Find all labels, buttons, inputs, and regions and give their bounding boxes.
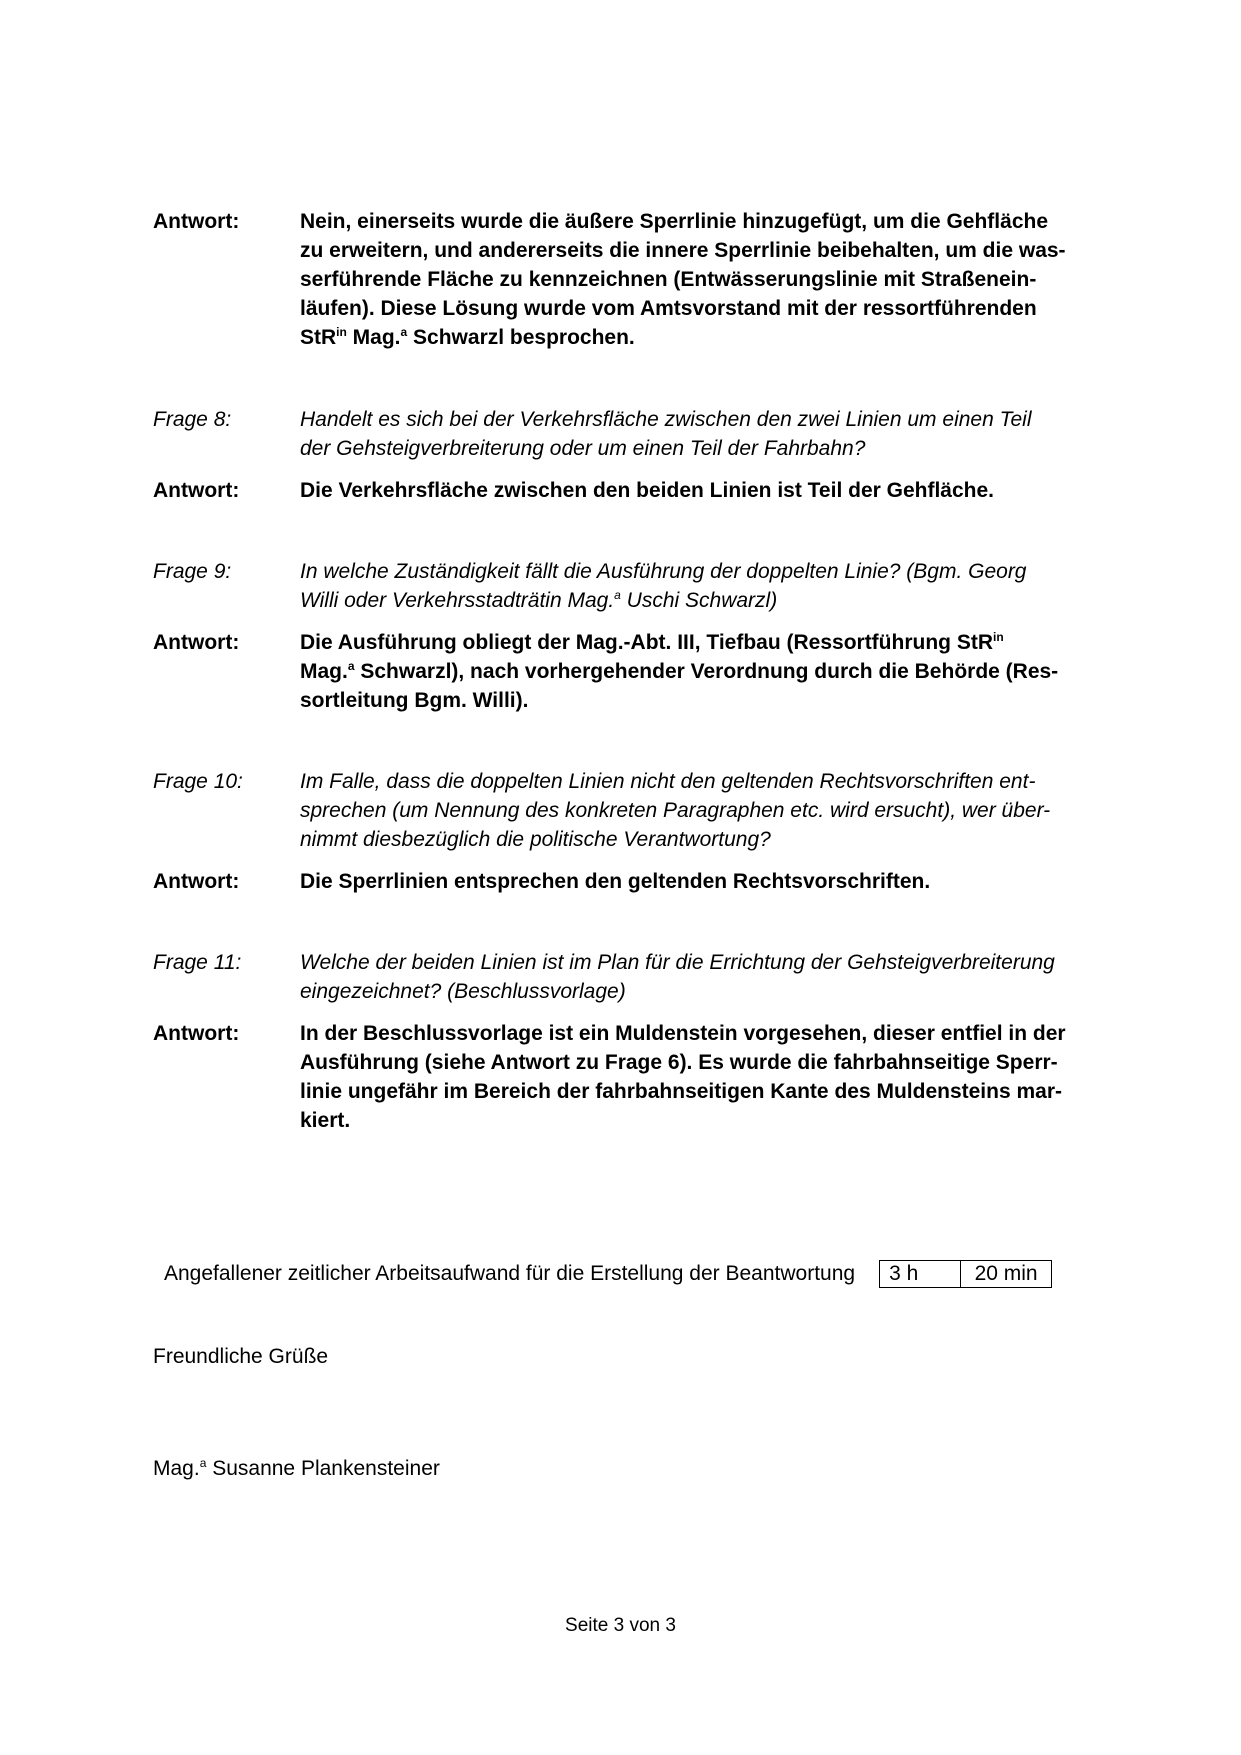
question-8-text: Handelt es sich bei der Verkehrsfläche zwischen den zwei Linien um einen Teil der Gehsteigverbreiterung oder um einen Teil der Fahrbahn? bbox=[300, 408, 1032, 460]
answer-label: Antwort: bbox=[153, 1022, 240, 1045]
question-label: Frage 11: bbox=[153, 951, 242, 974]
effort-row bbox=[164, 1260, 1052, 1288]
question-label: Frage 8: bbox=[153, 408, 232, 431]
answer-10-text: Die Sperrlinien entsprechen den geltenden Rechtsvorschriften. bbox=[300, 870, 931, 893]
question-10-block bbox=[153, 767, 1138, 896]
answer-9-text: Die Ausführung obliegt der Mag.-Abt. III, Tiefbau (Ressortführung StR$^{in}$ Mag.$^a$ Schwarzl), nach vorhergehender Verordnung durch die Behörde (Res- sortleitung Bgm. Willi). bbox=[300, 630, 1059, 712]
question-10-text: Im Falle, dass die doppelten Linien nicht den geltenden Rechtsvorschriften ent- sprechen (um Nennung des konkreten Paragraphen etc. wird ersucht), wer über- nimmt diesbezüglich die politische Verantwortung? bbox=[300, 770, 1051, 851]
answer-11-text: In der Beschlussvorlage ist ein Muldenstein vorgesehen, dieser entfiel in der Ausführung (siehe Antwort zu Frage 6). Es wurde die fahrbahnseitige Sperr- linie ungefähr im Bereich der fahrbahnseitigen Kante des Muldensteins mar- kiert. bbox=[300, 1022, 1066, 1132]
effort-table bbox=[879, 1260, 1052, 1288]
effort-minutes: 20 min bbox=[974, 1262, 1038, 1285]
effort-hours: 3 h bbox=[880, 1261, 961, 1287]
question-label: Frage 9: bbox=[153, 560, 232, 583]
closing-greeting: Freundliche Grüße bbox=[153, 1345, 329, 1368]
page-number: Seite 3 von 3 bbox=[565, 1615, 676, 1636]
question-9-text: In welche Zuständigkeit fällt die Ausführung der doppelten Linie? (Bgm. Georg Willi oder Verkehrsstadträtin Mag.$^a$ Uschi Schwarzl) bbox=[300, 560, 1027, 612]
effort-label: Angefallener zeitlicher Arbeitsaufwand für die Erstellung der Beantwortung bbox=[164, 1262, 856, 1285]
question-8-block bbox=[153, 405, 1138, 505]
question-11-block bbox=[153, 948, 1138, 1135]
answer-7-text: Nein, einerseits wurde die äußere Sperrlinie hinzugefügt, um die Gehfläche zu erweitern, und andererseits die innere Sperrlinie beibehalten, um die was- serführende Fläche zu kennzeichnen (Entwässerungslinie mit Straßenein- läufen). Diese Lösung wurde vom Amtsvorstand mit der ressortführenden StR$^{in}$ Mag.$^a$ Schwarzl besprochen. bbox=[300, 210, 1066, 349]
question-11-text: Welche der beiden Linien ist im Plan für die Errichtung der Gehsteigverbreiterung eingezeichnet? (Beschlussvorlage) bbox=[300, 951, 1055, 1003]
answer-label: Antwort: bbox=[153, 631, 240, 654]
answer-label: Antwort: bbox=[153, 479, 240, 502]
question-9-block bbox=[153, 557, 1138, 715]
answer-label: Antwort: bbox=[153, 210, 240, 233]
question-label: Frage 10: bbox=[153, 770, 243, 793]
answer-7-block bbox=[153, 207, 1138, 352]
answer-label: Antwort: bbox=[153, 870, 240, 893]
signature: Mag.$^a$ Susanne Plankensteiner bbox=[153, 1456, 440, 1480]
answer-8-text: Die Verkehrsfläche zwischen den beiden Linien ist Teil der Gehfläche. bbox=[300, 479, 994, 502]
